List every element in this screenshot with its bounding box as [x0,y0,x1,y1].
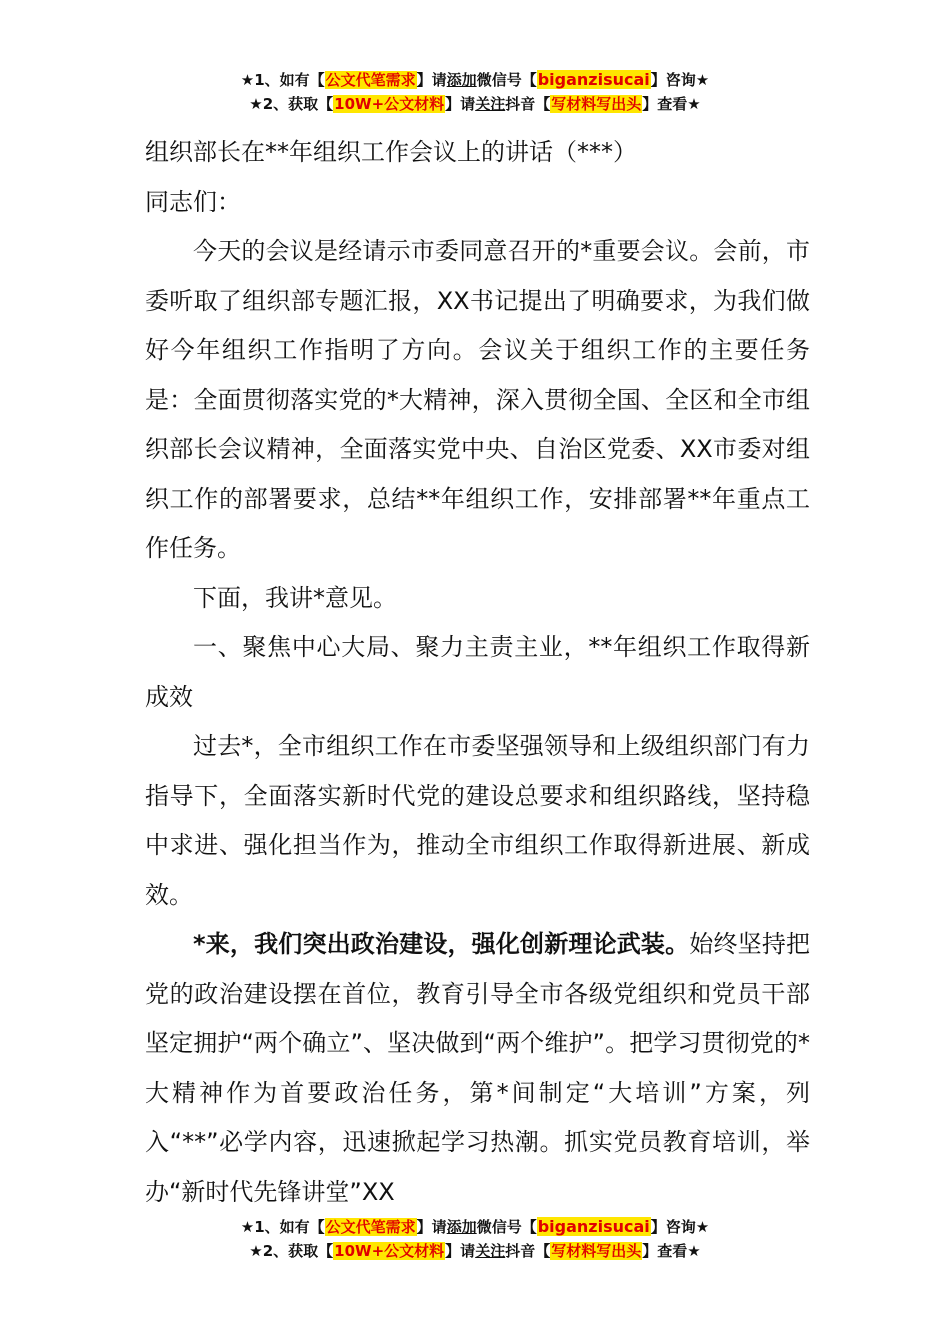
highlight-service: 公文代笔需求 [325,1218,416,1236]
banner-text: 】咨询 [650,1218,696,1236]
star-icon: ★ [249,1242,263,1260]
highlight-wechat-id: biganzisucai [537,70,650,89]
star-icon: ★ [240,71,255,89]
banner-text: 2、获取【 [262,1242,334,1260]
star-icon: ★ [695,1218,710,1236]
banner-text: 】请 [445,95,476,113]
paragraph: 下面，我讲*意见。 [193,583,397,612]
banner-text: 】请 [416,1218,447,1236]
banner-text: 】查看 [642,95,688,113]
banner-text: 抖音【 [505,1242,551,1260]
banner-text: 】咨询 [650,71,696,89]
bottom-banner [0,1215,950,1263]
banner-line-1 [0,1215,950,1239]
highlight-materials: 10W+公文材料 [334,95,445,113]
star-icon: ★ [249,95,263,113]
paragraph-text: 始终坚持把党的政治建设摆在首位，教育引导全市各级党组织和党员干部坚定拥护“两个确立”、坚决做到“两个维护”。把学习贯彻党的*大精神作为首要政治任务，第*间制定“大培训”方案，列入“**”必学内容，迅速掀起学习热潮。抓实党员教育培训，举办“新时代先锋讲堂”XX [145,930,810,1206]
banner-text: 微信号【 [476,1218,537,1236]
banner-text: 】查看 [642,1242,688,1260]
document-title: 组织部长在**年组织工作会议上的讲话（***） [145,138,637,166]
document-body [145,128,810,1217]
highlight-douyin: 写材料写出头 [551,1242,642,1260]
banner-line-1 [0,68,950,92]
section-heading: 一、聚焦中心大局、聚力主责主业，**年组织工作取得新成效 [145,633,810,711]
banner-text-add: 添加 [446,1218,477,1236]
top-banner [0,68,950,116]
star-icon: ★ [687,95,701,113]
star-icon: ★ [695,71,710,89]
banner-text: 】请 [416,71,447,89]
banner-text: 】请 [445,1242,476,1260]
star-icon: ★ [240,1218,255,1236]
banner-text: 1、如有【 [254,1218,325,1236]
highlight-wechat-id: biganzisucai [537,1217,650,1236]
paragraph-lead: *来，我们突出政治建设，强化创新理论武装。 [193,930,690,958]
paragraph [145,920,810,1217]
banner-text: 2、获取【 [262,95,334,113]
banner-text-follow: 关注 [475,95,506,113]
banner-line-2 [0,92,950,116]
banner-line-2 [0,1239,950,1263]
banner-text-follow: 关注 [475,1242,506,1260]
paragraph: 今天的会议是经请示市委同意召开的*重要会议。会前，市委听取了组织部专题汇报，XX书记提出了明确要求，为我们做好今年组织工作指明了方向。会议关于组织工作的主要任务是：全面贯彻落实党的*大精神，深入贯彻全国、全区和全市组织部长会议精神，全面落实党中央、自治区党委、XX市委对组织工作的部署要求，总结**年组织工作，安排部署**年重点工作任务。 [145,237,810,562]
banner-text: 微信号【 [476,71,537,89]
salutation: 同志们： [145,187,241,216]
paragraph: 过去*，全市组织工作在市委坚强领导和上级组织部门有力指导下，全面落实新时代党的建设总要求和组织路线，坚持稳中求进、强化担当作为，推动全市组织工作取得新进展、新成效。 [145,732,810,909]
banner-text-add: 添加 [446,71,477,89]
highlight-service: 公文代笔需求 [325,71,416,89]
highlight-douyin: 写材料写出头 [551,95,642,113]
banner-text: 抖音【 [505,95,551,113]
highlight-materials: 10W+公文材料 [334,1242,445,1260]
star-icon: ★ [687,1242,701,1260]
banner-text: 1、如有【 [254,71,325,89]
